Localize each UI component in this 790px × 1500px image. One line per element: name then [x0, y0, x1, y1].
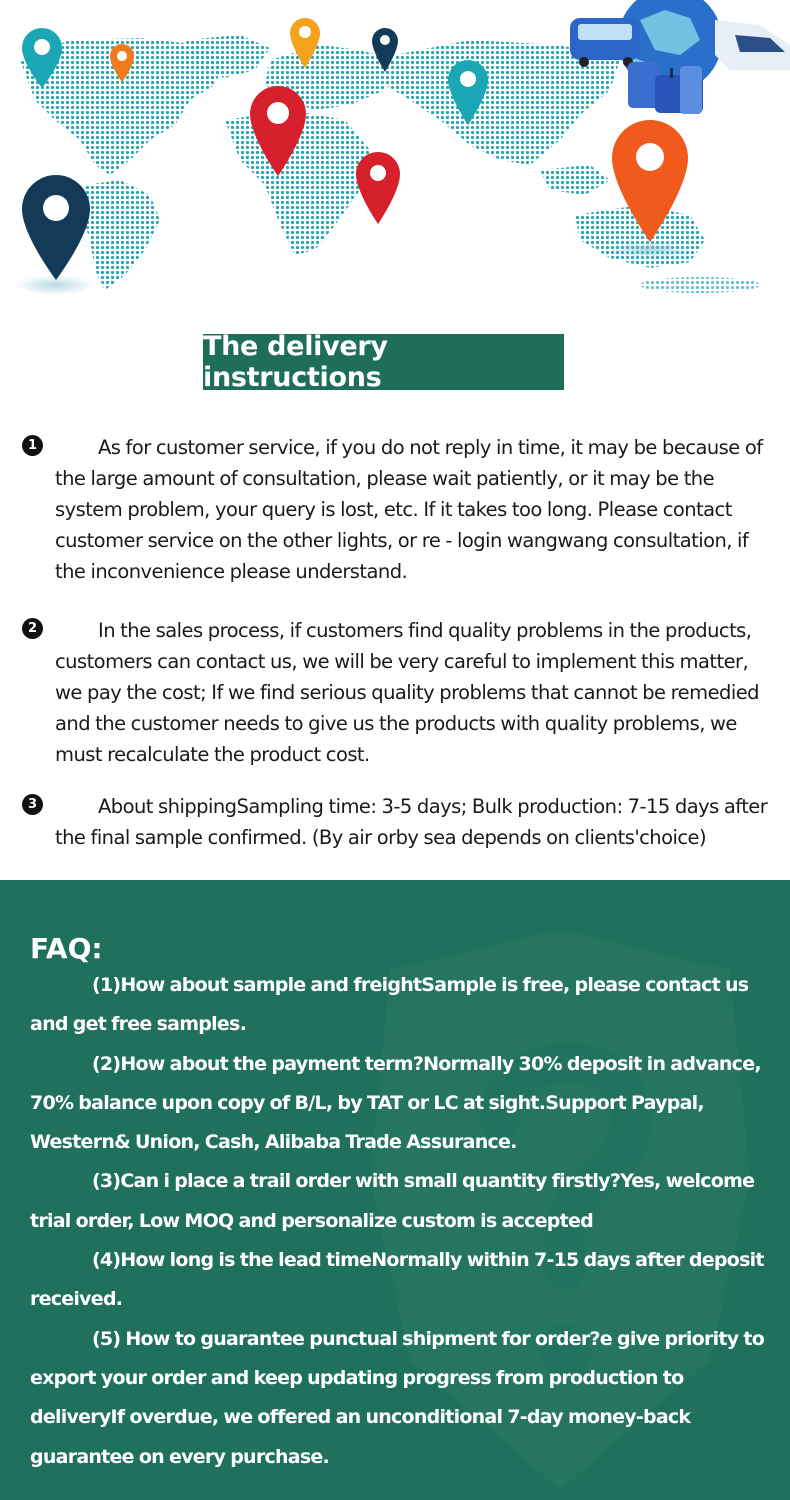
map-pin-icon — [22, 175, 90, 280]
section-title-banner — [203, 331, 564, 393]
instruction-item — [0, 430, 790, 590]
instruction-text: As for customer service, if you do not reply in time, it may be because of the large amount of consultation, please wait patiently, or it may be the system problem, your query is lost, etc. If it takes too long. Please contact customer service on the other lights, or re - login wangwang consultation, if the inconvenience please understand. — [55, 436, 763, 583]
number-badge-icon: 1 — [22, 435, 43, 456]
world-map-illustration — [0, 0, 790, 330]
faq-item: (4)How long is the lead timeNormally within 7-15 days after deposit received. — [30, 1249, 764, 1311]
instruction-text: About shippingSampling time: 3-5 days; Bulk production: 7-15 days after the final sample confirmed. (By air orby sea depends on clients'choice) — [55, 795, 768, 849]
faq-section — [0, 880, 790, 1500]
instruction-item — [0, 789, 790, 859]
continent-se-asia — [540, 165, 610, 195]
globe-transport-icon — [570, 0, 790, 114]
faq-list — [30, 966, 782, 1477]
page-title: The delivery instructions — [203, 331, 388, 393]
hero-world-map — [0, 0, 790, 330]
faq-item: (1)How about sample and freightSample is free, please contact us and get free samples. — [30, 974, 749, 1036]
faq-item: (3)Can i place a trail order with small quantity firstly?Yes, welcome trial order, Low MOQ and personalize custom is accepted — [30, 1170, 755, 1232]
faq-item: (2)How about the payment term?Normally 30% deposit in advance, 70% balance upon copy of B/L, by TAT or LC at sight.Support Paypal, Western& Union, Cash, Alibaba Trade Assurance. — [30, 1052, 761, 1154]
faq-title: FAQ: — [30, 932, 103, 965]
faq-item: (5) How to guarantee punctual shipment for order?e give priority to export your order and keep updating progress from production to deliveryIf overdue, we offered an unconditional 7-day money-back guarantee on every purchase. — [30, 1327, 765, 1468]
instruction-text: In the sales process, if customers find quality problems in the products, customers can contact us, we will be very careful to implement this matter, we pay the cost; If we find serious quality problems that cannot be remedied and the customer needs to give us the products with quality problems, we must recalculate the product cost. — [55, 619, 759, 766]
continent-south-america — [80, 180, 160, 290]
instruction-item — [0, 613, 790, 766]
number-badge-icon: 2 — [22, 618, 43, 639]
map-pin-icon — [356, 152, 400, 224]
number-badge-icon: 3 — [22, 794, 43, 815]
